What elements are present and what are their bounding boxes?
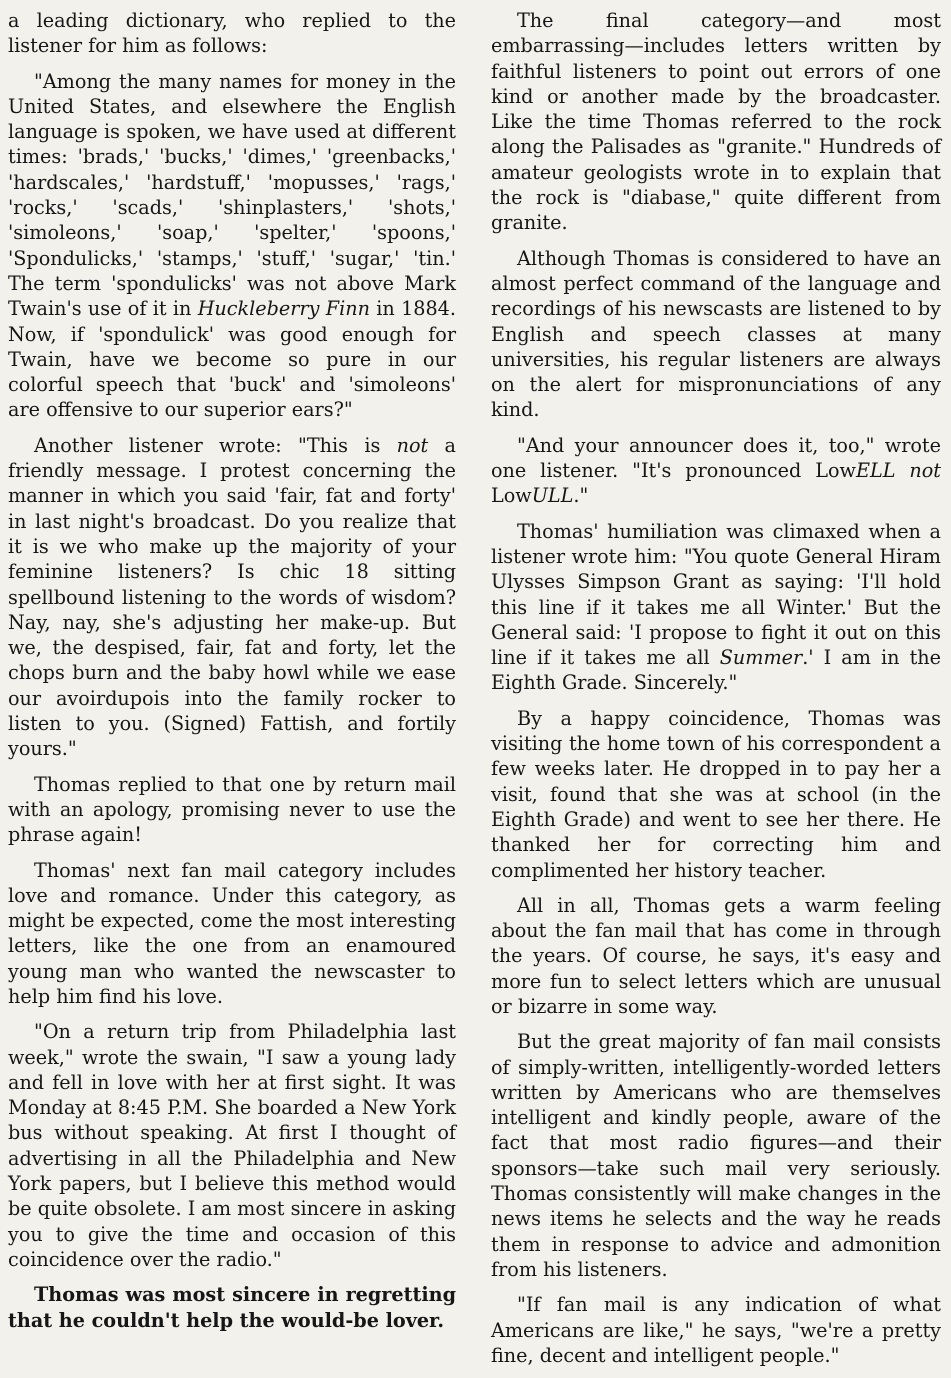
paragraph-warm-feeling: All in all, Thomas gets a warm feeling about the fan mail that has come in through the years. Of course, he says, it's easy and more fun to select letters which are unusual or bizarre in some way. (491, 893, 941, 1018)
paragraph-swain-letter: "On a return trip from Philadelphia last week," wrote the swain, "I saw a young lady and fell in love with her at first sight. It was Monday at 8:45 P.M. She boarded a New York bus without speaking. At first I thought of advertising in all the Philadelphia and New York papers, but I believe this method would be quite obsolete. I am most sincere in asking you to give the time and occasion of this coincidence over the radio." (8, 1020, 456, 1271)
paragraph-love-romance: Thomas' next fan mail category includes love and romance. Under this category, as might be expected, come the most interesting letters, like the one from an enamoured young man who wanted the newscaster to help him find his love. (8, 858, 456, 1008)
paragraph-apology: Thomas replied to that one by return mail with an apology, promising never to use the phrase again! (8, 772, 456, 847)
paragraph-coincidence: By a happy coincidence, Thomas was visiting the home town of his correspondent a few weeks later. He dropped in to pay her a visit, found that she was at school (in the Eighth Grade) and went to see her there. He thanked her for correcting him and complimented her history teacher. (491, 706, 941, 882)
paragraph-lowell: "And your announcer does it, too," wrote one listener. "It's pronounced LowELL not LowULL." (491, 433, 941, 508)
paragraph-closing-quote: "If fan mail is any indication of what Americans are like," he says, "we're a pretty fine, decent and intelligent people." (491, 1293, 941, 1367)
paragraph-final-category: The final category—and most embarrassing—includes letters written by faithful listeners to point out errors of one kind or another made by the broadcaster. Like the time Thomas referred to the rock along the Palisades as "granite." Hundreds of amateur geologists wrote in to explain that the rock is "diabase," quite different from granite. (491, 9, 941, 235)
paragraph-regret: Thomas was most sincere in regretting that he couldn't help the would-be lover. (8, 1283, 456, 1332)
paragraph-fair-fat-forty: Another listener wrote: "This is not a friendly message. I protest concerning the manner in which you said 'fair, fat and forty' in last night's broadcast. Do you realize that it is we who make up the majority of your feminine listeners? Is chic 18 sitting spellbound listening to the words of wisdom? Nay, nay, she's adjusting her make-up. But we, the despised, fair, fat and forty, let the chops burn and the baby howl while we ease our avoirdupois into the family rocker to listen to you. (Signed) Fattish, and fortily yours." (8, 433, 456, 761)
left-column (8, 8, 456, 1343)
paragraph-language-command: Although Thomas is considered to have an almost perfect command of the language and recordings of his newscasts are listened to by English and speech classes at many universities, his regular listeners are always on the alert for mispronunciations of any kind. (491, 246, 941, 422)
paragraph-dictionary-reply: a leading dictionary, who replied to the listener for him as follows: (8, 9, 456, 58)
book-title: Huckleberry Finn (197, 297, 370, 321)
paragraph-majority: But the great majority of fan mail consists of simply-written, intelligently-worded letters written by Americans who are themselves intelligent and kindly people, aware of the fact that most radio figures—and their sponsors—take such mail very seriously. Thomas consistently will make changes in the news items he selects and the way he reads them in response to advice and admonition from his listeners. (491, 1030, 941, 1281)
right-column (491, 8, 941, 1378)
paragraph-money-names: "Among the many names for money in the United States, and elsewhere the English language is spoken, we have used at different times: 'brads,' 'bucks,' 'dimes,' 'greenbacks,' 'hardscales,' 'hardstuff,' 'mopusses,' 'rags,' 'rocks,' 'scads,' 'shinplasters,' 'shots,' 'simoleons,' 'soap,' 'spelter,' 'spoons,' 'Spondulicks,' 'stamps,' 'stuff,' 'sugar,' 'tin.' The term 'spondulicks' was not above Mark Twain's use of it in Huckleberry Finn in 1884. Now, if 'spondulick' was good enough for Twain, have we become so pure in our colorful speech that 'buck' and 'simoleons' are offensive to our superior ears?" (8, 69, 456, 422)
paragraph-humiliation: Thomas' humiliation was climaxed when a listener wrote him: "You quote General Hiram Ulysses Simpson Grant as saying: 'I'll hold this line if it takes me all Winter.' But the General said: 'I propose to fight it out on this line if it takes me all Summer.' I am in the Eighth Grade. Sincerely." (491, 519, 941, 695)
